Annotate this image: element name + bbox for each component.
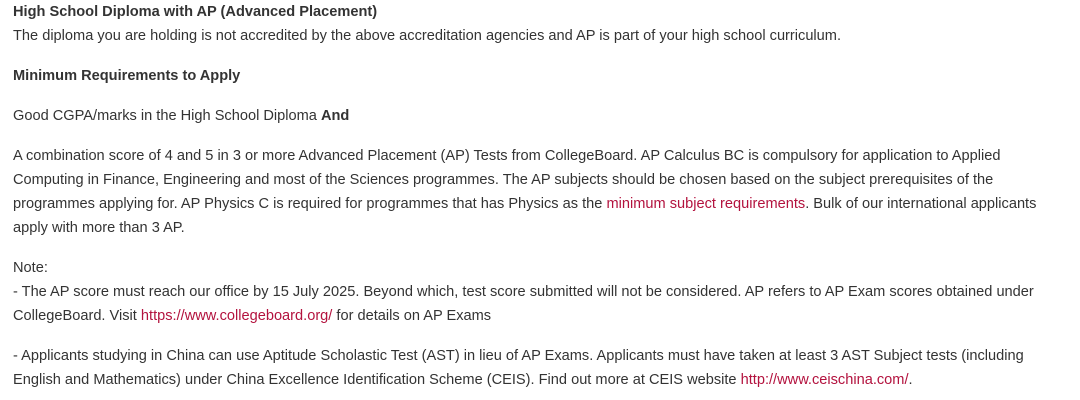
collegeboard-link[interactable]: https://www.collegeboard.org/ — [140, 308, 333, 324]
combo-text-1: A combination score of 4 and 5 in 3 or more Advanced Placement (AP) Tests from CollegeBoard. AP Calculus BC is compulsory for application to Applied Computing in Finance, Engineering and most of the Sciences programmes. The AP subjects should be chosen based on the subject prerequisites of the programmes applying for. AP Physics C is required for programmes that has Physics as the — [13, 148, 1001, 212]
ap-note-text-2: for details on AP Exams — [332, 308, 492, 324]
cgpa-requirement — [13, 104, 1067, 128]
china-note — [13, 344, 1067, 392]
ceischina-link[interactable]: http://www.ceischina.com/ — [740, 372, 909, 388]
ap-combination-requirement — [13, 144, 1067, 240]
china-note-text-2: . — [908, 372, 913, 388]
requirements-heading: Minimum Requirements to Apply — [13, 68, 241, 84]
combo-text-2: . Bulk of our international applicants apply with more than 3 AP. — [13, 196, 1037, 236]
cgpa-text: Good CGPA/marks in the High School Diploma — [13, 108, 321, 124]
section-intro: The diploma you are holding is not accredited by the above accreditation agencies and AP is part of your high school curriculum. — [13, 28, 842, 44]
section-title: High School Diploma with AP (Advanced Placement) — [13, 4, 378, 20]
ap-note-text-1: - The AP score must reach our office by 15 July 2025. Beyond which, test score submitted will not be considered. AP refers to AP Exam scores obtained under CollegeBoard. Visit — [13, 284, 1034, 324]
minimum-subject-requirements-link[interactable]: minimum subject requirements — [606, 196, 806, 212]
note-block — [13, 256, 1067, 328]
china-note-text-1: - Applicants studying in China can use Aptitude Scholastic Test (AST) in lieu of AP Exams. Applicants must have taken at least 3 AST Subject tests (including English and Mathematics) under China Excellence Identification Scheme (CEIS). Find out more at CEIS website — [13, 348, 1024, 388]
cgpa-and: And — [320, 108, 350, 124]
note-label: Note: — [13, 260, 48, 276]
